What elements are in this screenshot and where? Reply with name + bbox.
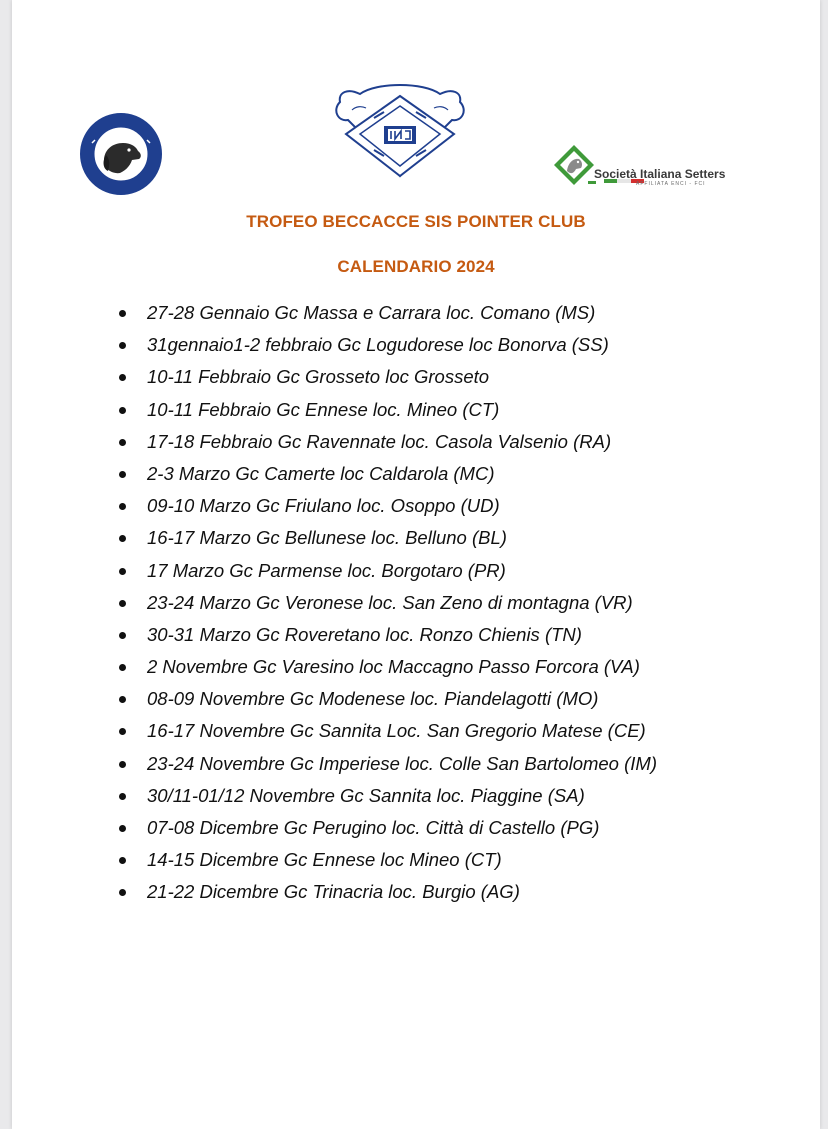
bullet-icon <box>119 471 126 478</box>
bullet-icon <box>119 728 126 735</box>
bullet-icon <box>119 374 126 381</box>
bullet-icon <box>119 600 126 607</box>
event-text: 09-10 Marzo Gc Friulano loc. Osoppo (UD) <box>147 495 500 517</box>
event-text: 14-15 Dicembre Gc Ennese loc Mineo (CT) <box>147 849 502 871</box>
event-text: 10-11 Febbraio Gc Grosseto loc Grosseto <box>147 366 490 388</box>
setters-subtitle: AFFILIATA ENCI - FCI <box>636 181 706 187</box>
bullet-icon <box>119 632 126 639</box>
event-text: 10-11 Febbraio Gc Ennese loc. Mineo (CT) <box>147 398 500 420</box>
bullet-icon <box>119 857 126 864</box>
pointer-club-logo <box>80 113 162 195</box>
event-text: 07-08 Dicembre Gc Perugino loc. Città di Castello (PG) <box>147 817 600 838</box>
setters-logo <box>552 143 752 193</box>
bullet-icon <box>119 793 126 800</box>
event-text: 16-17 Novembre Gc Sannita Loc. San Gregorio Matese (CE) <box>147 720 646 742</box>
document-page <box>12 0 820 1129</box>
bullet-icon <box>119 342 126 349</box>
page-title: TROFEO BECCACCE SIS POINTER CLUB <box>246 212 586 231</box>
event-text: 16-17 Marzo Gc Bellunese loc. Belluno (BL) <box>147 527 507 549</box>
event-text: 27-28 Gennaio Gc Massa e Carrara loc. Comano (MS) <box>147 302 596 323</box>
bullet-icon <box>119 889 126 896</box>
bullet-icon <box>119 825 126 832</box>
bullet-icon <box>119 503 126 510</box>
event-text: 23-24 Novembre Gc Imperiese loc. Colle San Bartolomeo (IM) <box>147 752 657 774</box>
event-text: 2 Novembre Gc Varesino loc Maccagno Passo Forcora (VA) <box>147 656 640 678</box>
event-text: 30/11-01/12 Novembre Gc Sannita loc. Piaggine (SA) <box>147 784 585 806</box>
event-text: 30-31 Marzo Gc Roveretano loc. Ronzo Chienis (TN) <box>147 623 582 645</box>
event-text: 08-09 Novembre Gc Modenese loc. Piandelagotti (MO) <box>147 688 599 710</box>
event-text: 23-24 Marzo Gc Veronese loc. San Zeno di montagna (VR) <box>147 591 633 613</box>
event-text: 2-3 Marzo Gc Camerte loc Caldarola (MC) <box>147 462 495 484</box>
event-text: 21-22 Dicembre Gc Trinacria loc. Burgio (AG) <box>147 881 520 903</box>
bullet-icon <box>119 664 126 671</box>
bullet-icon <box>119 761 126 768</box>
bullet-icon <box>119 568 126 575</box>
enci-logo <box>312 80 488 190</box>
page-subtitle: CALENDARIO 2024 <box>337 257 495 276</box>
event-text: 31gennaio1-2 febbraio Gc Logudorese loc Bonorva (SS) <box>147 334 609 356</box>
bullet-icon <box>119 696 126 703</box>
bullet-icon <box>119 310 126 317</box>
event-text: 17-18 Febbraio Gc Ravennate loc. Casola Valsenio (RA) <box>147 430 612 452</box>
bullet-icon <box>119 407 126 414</box>
bullet-icon <box>119 535 126 542</box>
setters-name: Società Italiana Setters <box>594 167 726 181</box>
event-text: 17 Marzo Gc Parmense loc. Borgotaro (PR) <box>147 559 506 581</box>
bullet-icon <box>119 439 126 446</box>
